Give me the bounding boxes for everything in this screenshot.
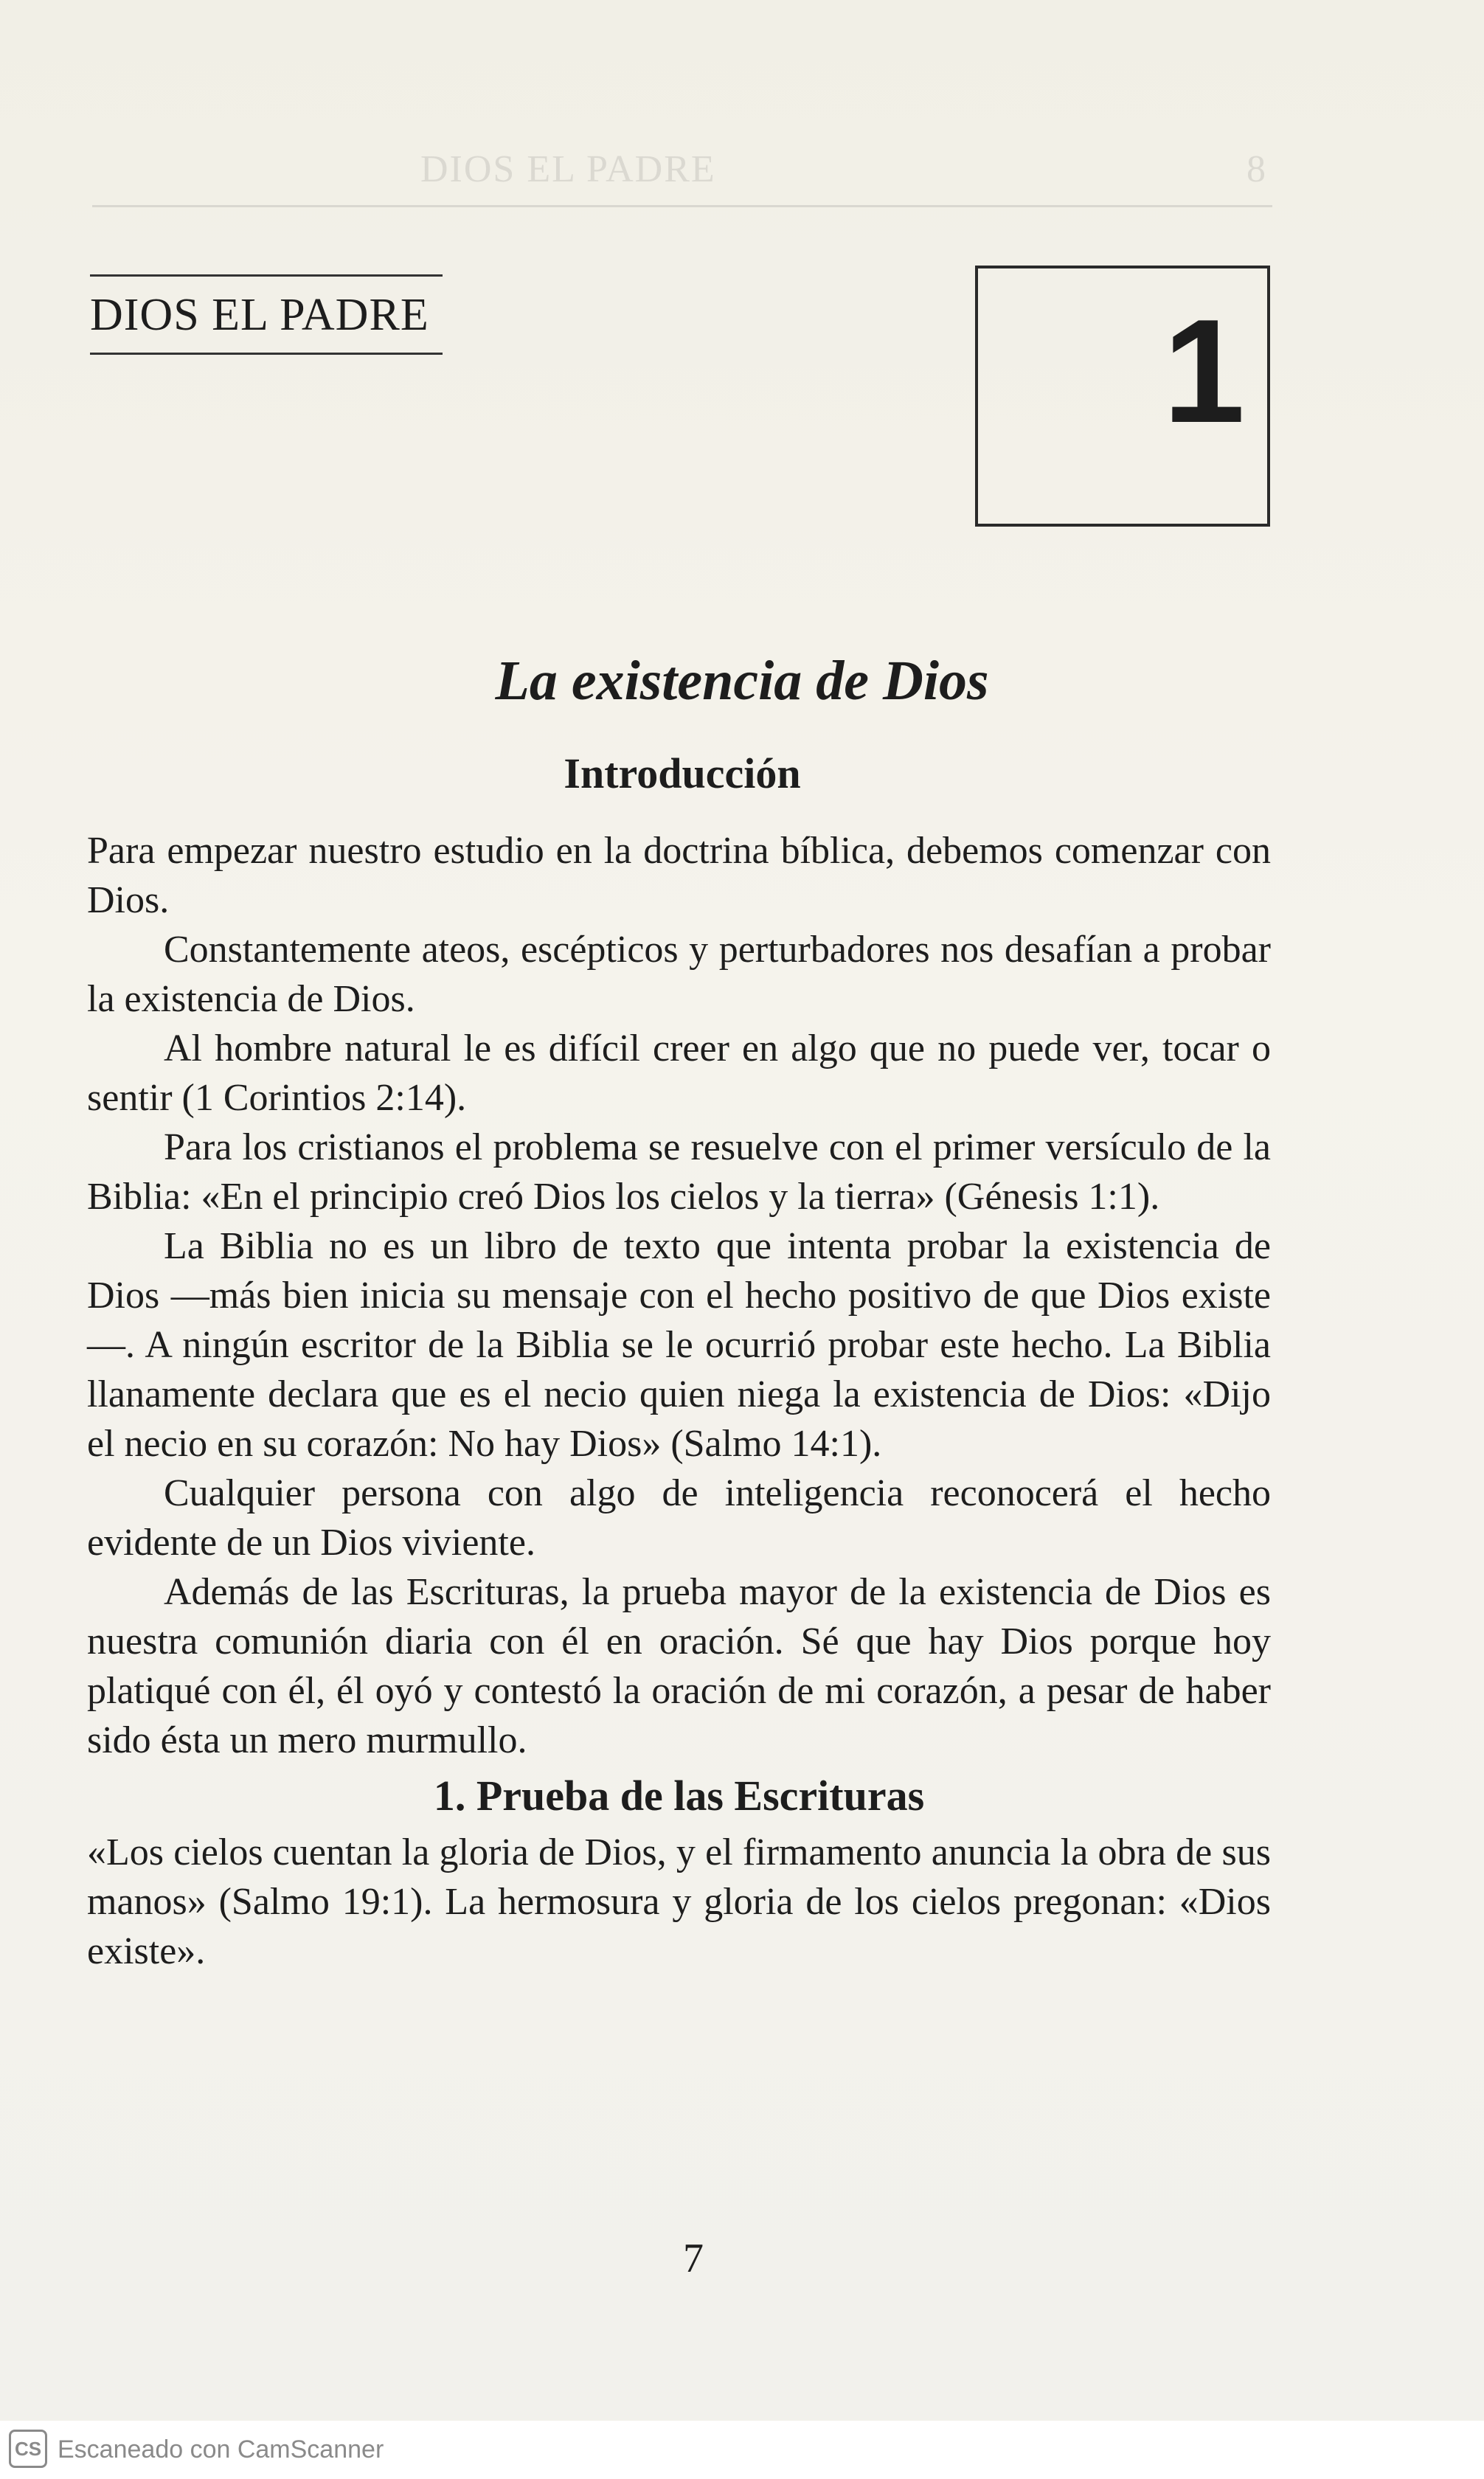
section-rule-top <box>90 274 443 277</box>
paragraph: Al hombre natural le es difícil creer en algo que no puede ver, tocar o sentir (1 Corintios 2:14). <box>87 1027 1271 1119</box>
chapter-title: La existencia de Dios <box>495 650 989 712</box>
scanner-watermark-text: Escaneado con CamScanner <box>58 2435 384 2464</box>
paragraph: Para los cristianos el problema se resuelve con el primer versículo de la Biblia: «En el principio creó Dios los cielos y la tierra» (Génesis 1:1). <box>87 1126 1271 1218</box>
page-number: 7 <box>683 2236 704 2281</box>
chapter-number: 1 <box>1162 289 1245 454</box>
chapter-subtitle: Introducción <box>564 749 801 797</box>
paragraph: Para empezar nuestro estudio en la doctrina bíblica, debemos comenzar con Dios. <box>87 830 1271 921</box>
chapter-number-box <box>975 266 1270 527</box>
section-rule-bottom <box>90 353 443 355</box>
section-heading: 1. Prueba de las Escrituras <box>433 1772 925 1820</box>
paragraph: La Biblia no es un libro de texto que intenta probar la existencia de Dios —más bien inicia su mensaje con el hecho positivo de que Dios existe—. A ningún escritor de la Biblia se le ocurrió probar este hecho. La Biblia llanamente declara que es el necio quien niega la existencia de Dios: «Dijo el necio en su corazón: No hay Dios» (Salmo 14:1). <box>87 1225 1271 1465</box>
paragraph: Constantemente ateos, escépticos y perturbadores nos desafían a probar la existencia de Dios. <box>87 929 1271 1020</box>
bleed-through-page-number: 8 <box>1247 148 1267 190</box>
paragraph: Además de las Escrituras, la prueba mayor de la existencia de Dios es nuestra comunión diaria con él en oración. Sé que hay Dios porque hoy platiqué con él, él oyó y contestó la oración de mi corazón, a pesar de haber sido ésta un mero murmullo. <box>87 1571 1271 1761</box>
section-label: DIOS EL PADRE <box>90 290 429 340</box>
bleed-through-rule <box>92 205 1272 207</box>
body-text <box>87 826 1271 1976</box>
scanner-watermark-bar <box>0 2421 1484 2479</box>
camscanner-logo-icon: CS <box>9 2430 47 2468</box>
paragraph: «Los cielos cuentan la gloria de Dios, y el firmamento anuncia la obra de sus manos» (Salmo 19:1). La hermosura y gloria de los cielos pregonan: «Dios existe». <box>87 1831 1271 1972</box>
bleed-through-running-head: DIOS EL PADRE <box>420 148 716 190</box>
paragraph: Cualquier persona con algo de inteligencia reconocerá el hecho evidente de un Dios viviente. <box>87 1472 1271 1564</box>
